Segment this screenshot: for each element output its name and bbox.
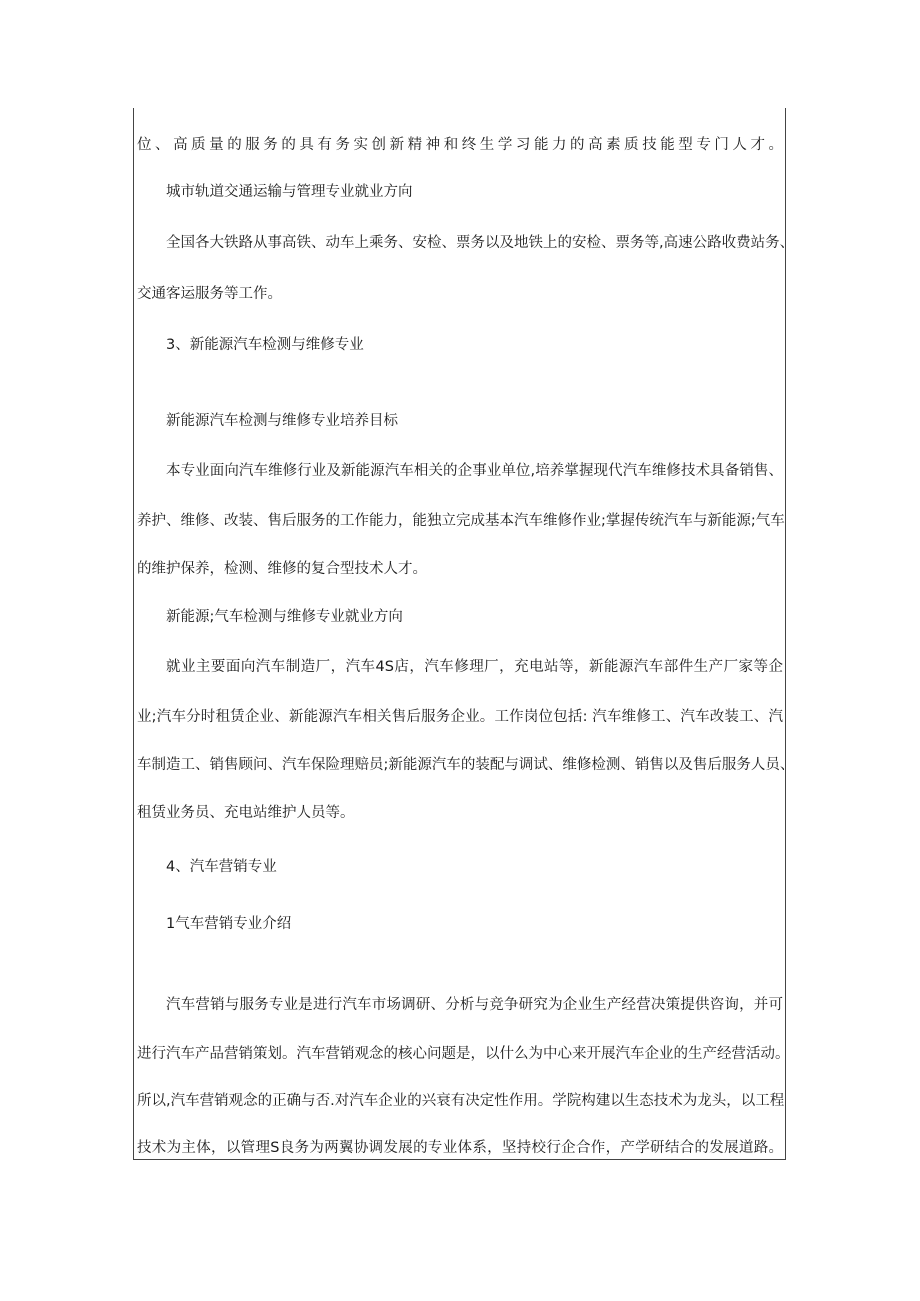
- paragraph-line: 所以,汽车营销观念的正确与否.对汽车企业的兴衰有决定性作用。学院构建以生态技术为龙头，以工程: [137, 1093, 785, 1109]
- section-heading: 新能源汽车检测与维修专业培养目标: [166, 413, 398, 429]
- paragraph-line: 租赁业务员、充电站维护人员等。: [137, 805, 355, 821]
- paragraph-line: 进行汽车产品营销策划。汽车营销观念的核心问题是，以什么为中心来开展汽车企业的生产经营活动。: [137, 1046, 790, 1062]
- paragraph-line: 汽车营销与服务专业是进行汽车市场调研、分析与竞争研究为企业生产经营决策提供咨询，并可: [166, 997, 783, 1013]
- section-heading: 4、汽车营销专业: [166, 859, 277, 875]
- section-heading: 3、新能源汽车检测与维修专业: [166, 337, 364, 353]
- section-heading: 新能源;气车检测与维修专业就业方向: [166, 609, 403, 625]
- paragraph-line: 本专业面向汽车维修行业及新能源汽车相关的企事业单位,培养掌握现代汽车维修技术具备销售、: [166, 463, 783, 479]
- paragraph-line: 全国各大铁路从事高铁、动车上乘务、安检、票务以及地铁上的安检、票务等,高速公路收费站务、: [166, 235, 795, 251]
- paragraph-line: 业;汽车分时租赁企业、新能源汽车相关售后服务企业。工作岗位包括: 汽车维修工、汽车改装工、汽: [137, 709, 783, 725]
- paragraph-line: 的维护保养，检测、维修的复合型技术人才。: [137, 561, 427, 577]
- section-heading: 城市轨道交通运输与管理专业就业方向: [166, 184, 413, 200]
- paragraph-line: 位、高质量的服务的具有务实创新精神和终生学习能力的高素质技能型专门人才。: [137, 137, 783, 153]
- paragraph-line: 养护、维修、改装、售后服务的工作能力，能独立完成基本汽车维修作业;掌握传统汽车与新能源;气车: [137, 513, 785, 529]
- paragraph-line: 交通客运服务等工作。: [137, 286, 282, 302]
- paragraph-line: 技术为主体，以管理S良务为两翼协调发展的专业体系，坚持校行企合作，产学研结合的发展道路。: [137, 1140, 783, 1156]
- paragraph-line: 就业主要面向汽车制造厂，汽车4S店，汽车修理厂，充电站等，新能源汽车部件生产厂家等企: [166, 659, 783, 675]
- section-heading: 1气车营销专业介绍: [166, 916, 292, 932]
- paragraph-line: 车制造工、销售顾问、汽车保险理赔员;新能源汽车的装配与调试、维修检测、销售以及售后服务人员、: [137, 757, 795, 773]
